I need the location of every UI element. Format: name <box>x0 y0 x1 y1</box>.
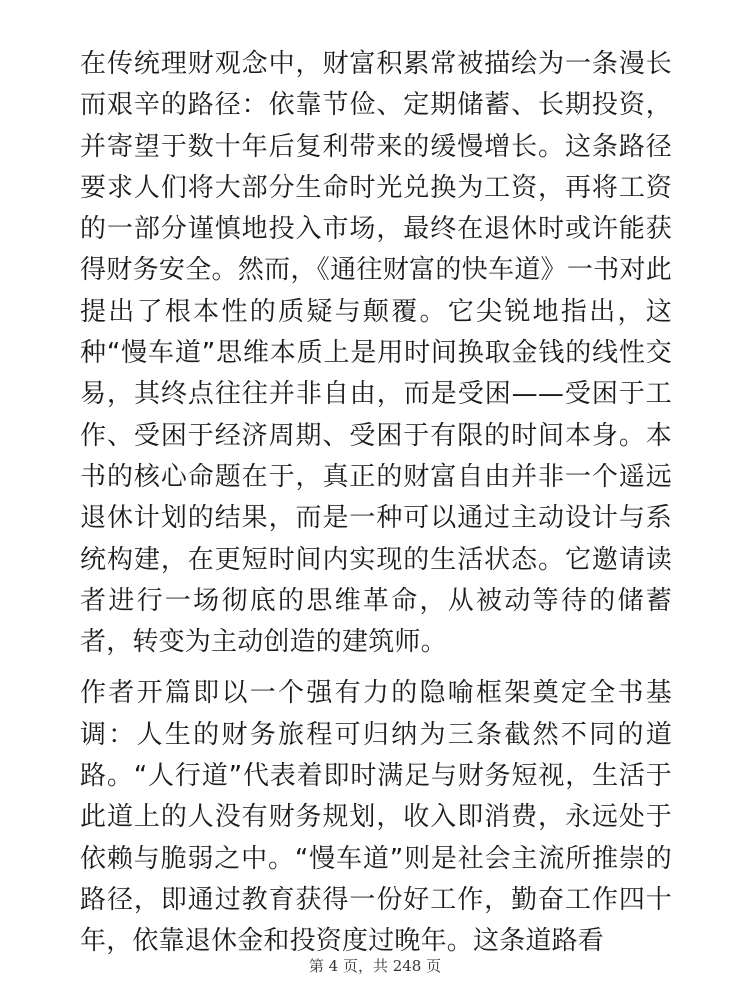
paragraph-1: 在传统理财观念中，财富积累常被描绘为一条漫长而艰辛的路径：依靠节俭、定期储蓄、长期投资，并寄望于数十年后复利带来的缓慢增长。这条路径要求人们将大部分生命时光兑换为工资，再将工资的一部分谨慎地投入市场，最终在退休时或许能获得财务安全。然而，《通往财富的快车道》一书对此提出了根本性的质疑与颠覆。它尖锐地指出，这种“慢车道”思维本质上是用时间换取金钱的线性交易，其终点往往并非自由，而是受困——受困于工作、受困于经济周期、受困于有限的时间本身。本书的核心命题在于，真正的财富自由并非一个遥远退休计划的结果，而是一种可以通过主动设计与系统构建，在更短时间内实现的生活状态。它邀请读者进行一场彻底的思维革命，从被动等待的储蓄者，转变为主动创造的建筑师。 <box>80 49 672 658</box>
page-number: 第 4 页，共 248 页 <box>308 957 442 975</box>
body-text <box>80 44 672 963</box>
paragraph-2: 作者开篇即以一个强有力的隐喻框架奠定全书基调：人生的财务旅程可归纳为三条截然不同的道路。“人行道”代表着即时满足与财务短视，生活于此道上的人没有财务规划，收入即消费，永远处于依赖与脆弱之中。“慢车道”则是社会主流所推崇的路径，即通过教育获得一份好工作，勤奋工作四十年，依靠退休金和投资度过晚年。这条道路看 <box>80 678 672 957</box>
